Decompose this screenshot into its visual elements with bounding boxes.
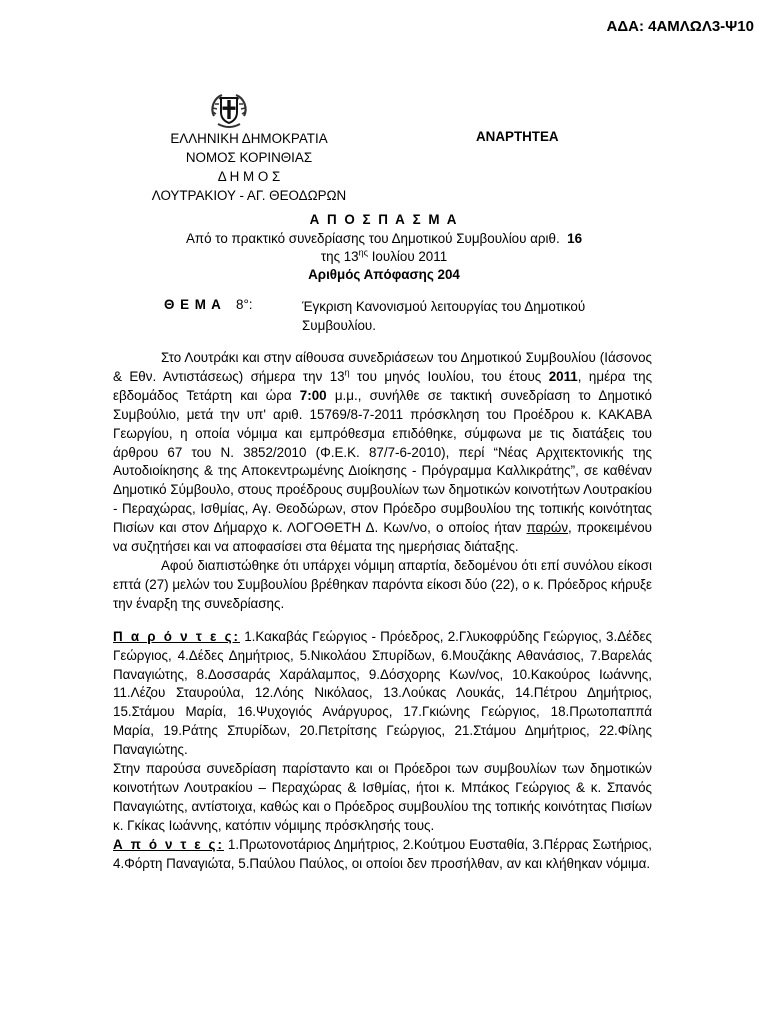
header-municipality-label: Δ Η Μ Ο Σ xyxy=(217,169,281,184)
session-date-sup: ης xyxy=(358,247,368,258)
p1-part-b: του μηνός Ιουλίου, του έτους xyxy=(349,368,549,384)
subject-text: Έγκριση Κανονισμού λειτουργίας του Δημοτικού Συμβουλίου. xyxy=(302,299,586,333)
p1-part-e: , προκειμένου να συζητήσει και να αποφασίσει στα θέματα της ημερήσιας διάταξης. xyxy=(113,520,652,555)
greek-coat-of-arms-emblem xyxy=(208,90,250,132)
header-municipality-name: ΛΟΥΤΡΑΚΙΟΥ - ΑΓ. ΘΕΟΔΩΡΩΝ xyxy=(151,188,347,203)
decision-number: Αριθμός Απόφασης 204 xyxy=(308,267,460,282)
community-presidents-paragraph: Στην παρούσα συνεδρίαση παρίσταντο και οι Πρόεδροι των συμβουλίων των δημοτικών κοινοτήτων Λουτρακίου – Περαχώρας & Ισθμίας, ήτοι κ. Μπάκος Γεώργιος & κ. Σπανός Παναγιώτης, αντίστοιχα, καθώς και ο Πρόεδρος συμβουλίου της τοπικής κοινότητας Πισίων κ. Γκίκας Ιωάννης, κατόπιν νόμιμης πρόσκλησής τους. xyxy=(113,761,652,833)
p1-time: 7:00 xyxy=(299,387,327,403)
posting-notice: ΑΝΑΡΤΗΤΕΑ xyxy=(476,129,559,144)
header-prefecture: ΝΟΜΟΣ ΚΟΡΙΝΘΙΑΣ xyxy=(185,150,313,165)
session-date-post: Ιουλίου 2011 xyxy=(367,249,448,264)
p1-year: 2011 xyxy=(548,368,578,384)
document-body xyxy=(113,349,652,873)
absent-label: Α π ό ν τ ε ς: xyxy=(113,836,224,852)
p1-part-c: , ημέρα της εβδομάδος Τετάρτη και ώρα xyxy=(113,368,653,403)
present-members-paragraph xyxy=(113,628,652,760)
p1-sup: η xyxy=(344,367,350,378)
opening-paragraph xyxy=(113,349,652,557)
ada-code: ΑΔΑ: 4ΑΜΛΩΛ3-Ψ10 xyxy=(606,18,754,35)
p1-present-word: παρών xyxy=(526,520,569,536)
issuer-header xyxy=(118,129,380,205)
session-text: Από το πρακτικό συνεδρίασης του Δημοτικού Συμβουλίου αριθ. xyxy=(185,231,560,246)
p1-part-d: μ.μ., συνήλθε σε τακτική συνεδρίαση το Δημοτικό Συμβούλιο, μετά την υπ' αριθ. 15769/8-7-2011 πρόσκληση του Προέδρου κ. ΚΑΚΑΒΑ Γεωργίου, η οποία νόμιμα και εμπρόθεσμα επιδόθηκε, σύμφωνα με τις διατάξεις του άρθρου 67 του Ν. 3852/2010 (Φ.Ε.Κ. 87/7-6-2010), περί “Νέας Αρχιτεκτονικής της Αυτοδιοίκησης & της Αποκεντρωμένης Διοίκησης - Πρόγραμμα Καλλικράτης”, σε καθέναν Δημοτικό Σύμβουλο, στους προέδρους συμβουλίων των δημοτικών κοινοτήτων Λουτρακίου - Περαχώρας, Ισθμίας, Αγ. Θεοδώρων, στον Πρόεδρο συμβουλίου της τοπικής κοινότητας Πισίων και στον Δήμαρχο κ. ΛΟΓΟΘΕΤΗ Δ. Κων/νο, ο οποίος ήταν xyxy=(113,387,652,536)
session-line xyxy=(0,231,768,246)
absent-members-paragraph xyxy=(113,836,652,874)
present-list: 1.Κακαβάς Γεώργιος - Πρόεδρος, 2.Γλυκοφρύδης Γεώργιος, 3.Δέδες Γεώργιος, 4.Δέδες Δημήτριος, 5.Νικολάου Σπυρίδων, 6.Μουζάκης Αθανάσιος, 7.Βαρελάς Παναγιώτης, 8.Δοσσαράς Χαράλαμπος, 9.Δόσχορης Κων/νος, 10.Κακούρος Ιωάννης, 11.Λέζου Σταυρούλα, 12.Λόης Νικόλαος, 13.Λούκας Λουκάς, 14.Πέτρου Δημήτριος, 15.Στάμου Μαρία, 16.Ψυχογιός Ανάργυρος, 17.Γκιώνης Γεώργιος, 18.Πρωτοπαππά Μαρία, 19.Ράτης Σπυρίδων, 20.Πετρίτσης Γεώργιος, 21.Στάμου Δημήτριος, 22.Φίλης Παναγιώτης. xyxy=(113,628,652,758)
absent-list: 1.Πρωτονοτάριος Δημήτριος, 2.Κούτμου Ευσταθία, 3.Πέρρας Σωτήριος, 4.Φόρτη Παναγιώτα, 5.Παύλου Παύλος, οι οποίοι δεν προσήλθαν, αν και κλήθηκαν νόμιμα. xyxy=(113,836,652,871)
session-date xyxy=(0,249,768,264)
quorum-paragraph: Αφού διαπιστώθηκε ότι υπάρχει νόμιμη απαρτία, δεδομένου ότι επί συνόλου είκοσι επτά (27) μελών του Συμβουλίου βρέθηκαν παρόντα είκοσι δύο (22), ο κ. Πρόεδρος κήρυξε την έναρξη της συνεδρίασης. xyxy=(113,557,652,611)
subject-number: 8°: xyxy=(236,297,253,312)
p1-part-a: Στο Λουτράκι και στην αίθουσα συνεδριάσεων του Δημοτικού Συμβουλίου (Ιάσονος & Εθν. Αντιστάσεως) σήμερα την 13 xyxy=(113,350,652,384)
document-title: Α Π Ο Σ Π Α Σ Μ Α xyxy=(309,212,459,227)
paragraph-gap xyxy=(113,614,652,628)
subject-label: Θ Ε Μ Α xyxy=(164,297,222,312)
present-label: Π α ρ ό ν τ ε ς: xyxy=(113,628,240,644)
session-number: 16 xyxy=(567,231,583,246)
header-republic: ΕΛΛΗΝΙΚΗ ΔΗΜΟΚΡΑΤΙΑ xyxy=(170,131,328,146)
session-date-pre: της 13 xyxy=(320,249,359,264)
